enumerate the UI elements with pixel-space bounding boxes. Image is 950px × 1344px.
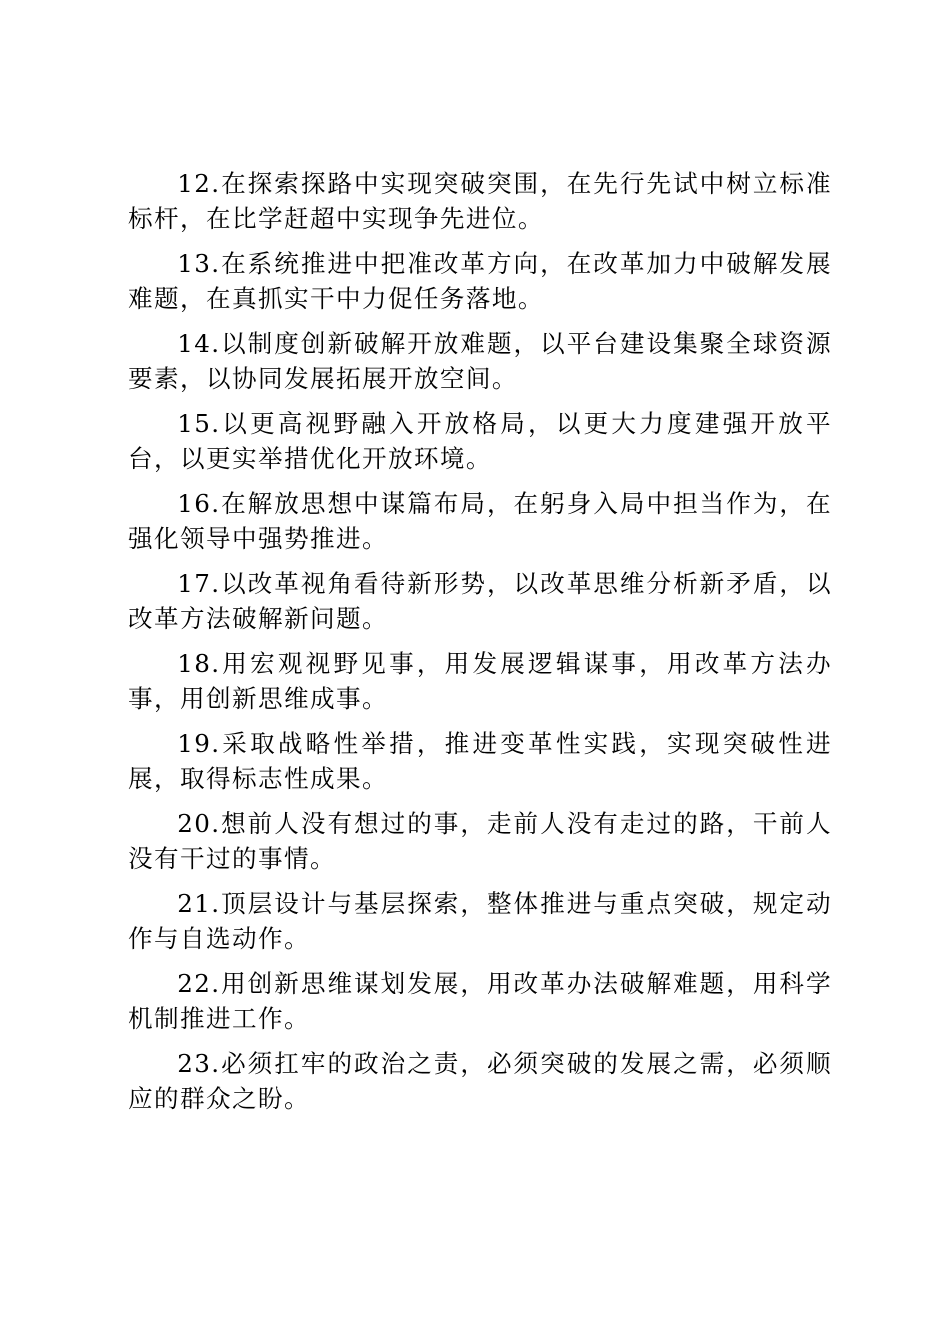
list-item-23: 23.必须扛牢的政治之责，必须突破的发展之需，必须顺应的群众之盼。: [128, 1049, 832, 1113]
list-item-22: 22.用创新思维谋划发展，用改革办法破解难题，用科学机制推进工作。: [128, 969, 832, 1033]
list-item-18: 18.用宏观视野见事，用发展逻辑谋事，用改革方法办事，用创新思维成事。: [128, 649, 832, 713]
list-item-15: 15.以更高视野融入开放格局，以更大力度建强开放平台，以更实举措优化开放环境。: [128, 409, 832, 473]
list-item-17: 17.以改革视角看待新形势，以改革思维分析新矛盾，以改革方法破解新问题。: [128, 569, 832, 633]
list-item-20: 20.想前人没有想过的事，走前人没有走过的路，干前人没有干过的事情。: [128, 809, 832, 873]
list-item-21: 21.顶层设计与基层探索，整体推进与重点突破，规定动作与自选动作。: [128, 889, 832, 953]
document-body: [128, 166, 832, 1126]
list-item-16: 16.在解放思想中谋篇布局，在躬身入局中担当作为，在强化领导中强势推进。: [128, 489, 832, 553]
list-item-14: 14.以制度创新破解开放难题，以平台建设集聚全球资源要素，以协同发展拓展开放空间。: [128, 329, 832, 393]
list-item-13: 13.在系统推进中把准改革方向，在改革加力中破解发展难题，在真抓实干中力促任务落地。: [128, 249, 832, 313]
list-item-12: 12.在探索探路中实现突破突围，在先行先试中树立标准标杆，在比学赶超中实现争先进位。: [128, 169, 832, 233]
list-item-19: 19.采取战略性举措，推进变革性实践，实现突破性进展，取得标志性成果。: [128, 729, 832, 793]
